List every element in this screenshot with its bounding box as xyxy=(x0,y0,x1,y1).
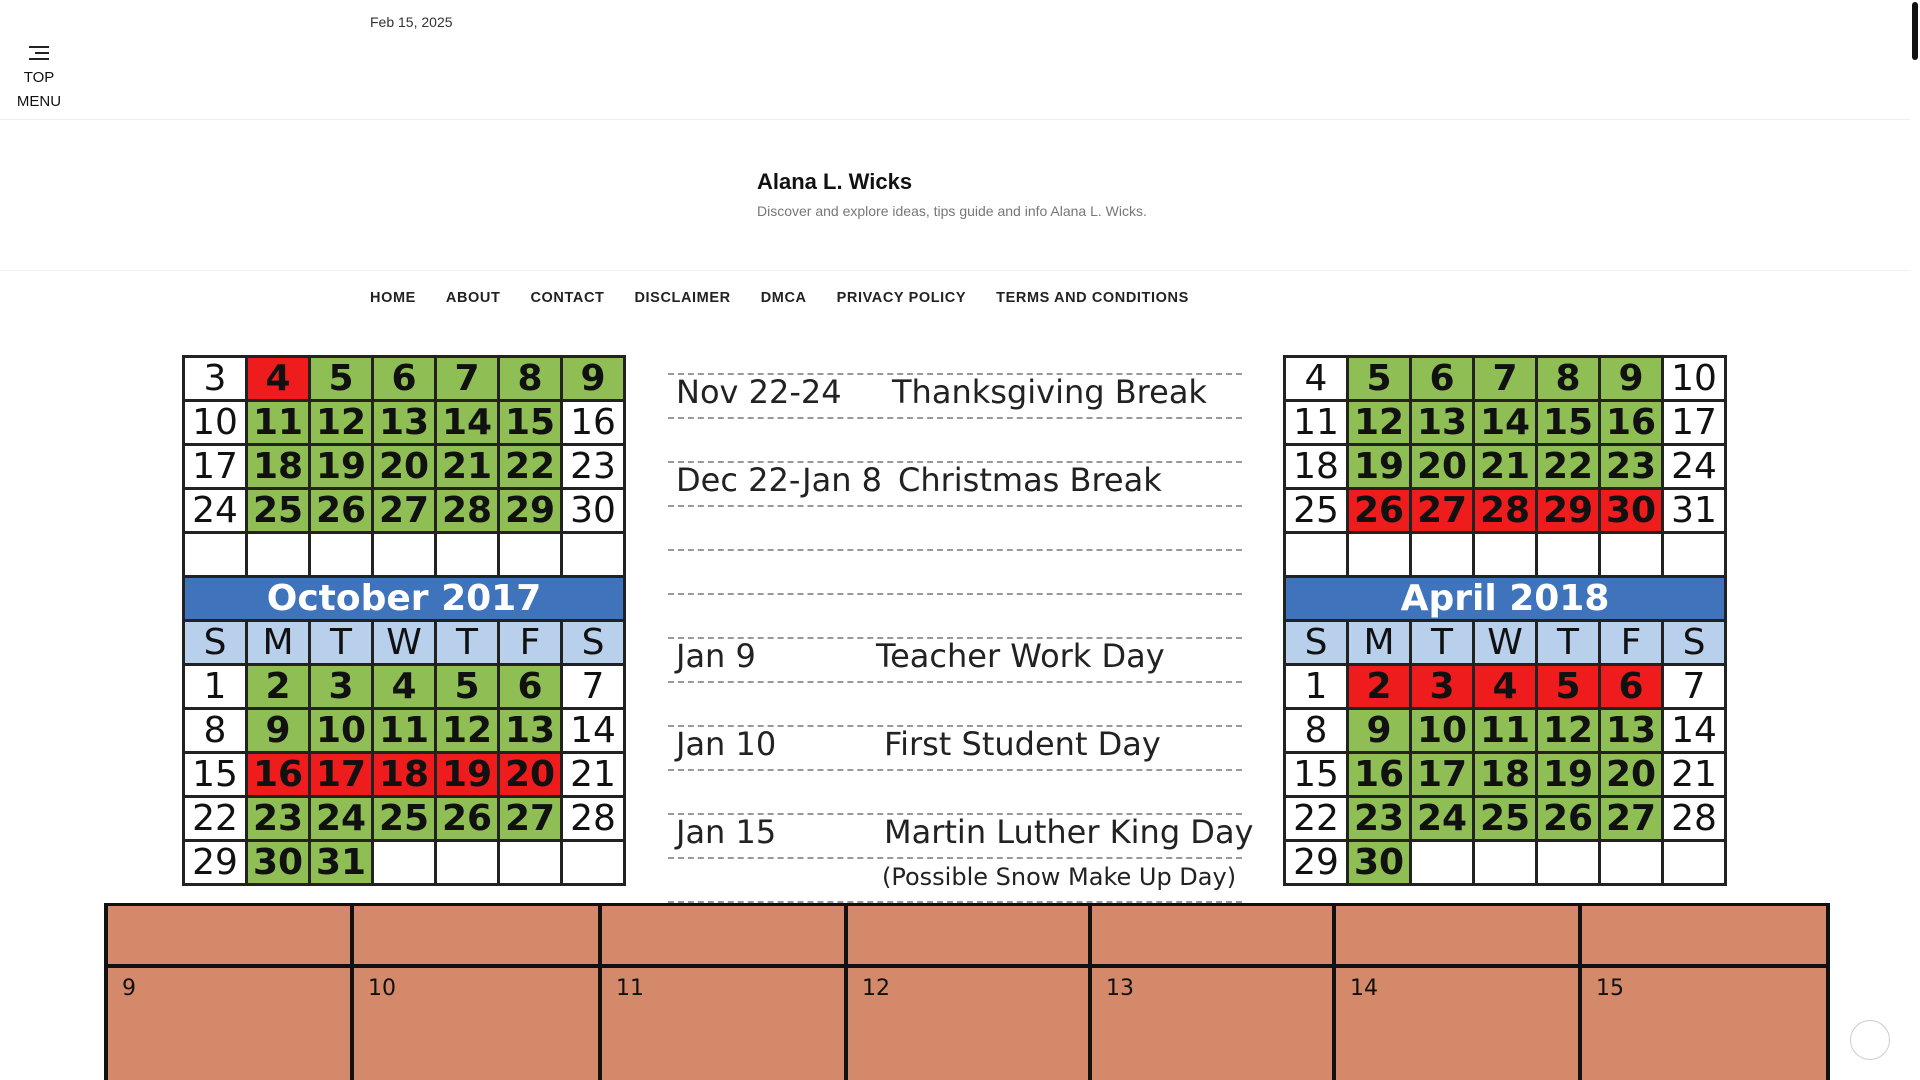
event-date: Jan 15 xyxy=(676,813,777,851)
calendar-day-cell: 26 xyxy=(1537,797,1600,841)
calendar-day-cell: 6 xyxy=(1411,357,1474,401)
calendar-day-cell xyxy=(1411,841,1474,885)
calendar-day-cell: 8 xyxy=(1285,709,1348,753)
top-menu-label-1: TOP xyxy=(23,69,55,86)
calendar-day-cell: 28 xyxy=(1663,797,1726,841)
calendar-day-cell xyxy=(436,841,499,885)
calendar-day-cell: 30 xyxy=(1600,489,1663,533)
calendar-day-cell: 19 xyxy=(310,445,373,489)
calendar-day-cell: 22 xyxy=(499,445,562,489)
calendar-day-cell: 17 xyxy=(1663,401,1726,445)
event-divider xyxy=(668,681,1242,683)
calendar-day-cell: 9 xyxy=(1600,357,1663,401)
calendar-day-cell: 22 xyxy=(1537,445,1600,489)
calendar-day-cell: 30 xyxy=(1348,841,1411,885)
calendar-day-cell: 31 xyxy=(310,841,373,885)
calendar-day-cell: 19 xyxy=(1348,445,1411,489)
calendar-day-cell: 8 xyxy=(499,357,562,401)
calendar-day-cell: 7 xyxy=(1474,357,1537,401)
calendar-day-cell: 30 xyxy=(562,489,625,533)
nav-dmca[interactable]: DMCA xyxy=(760,290,807,306)
calendar-day-cell: 17 xyxy=(184,445,247,489)
calendar-day-cell: 12 xyxy=(310,401,373,445)
calendar-day-cell: 25 xyxy=(373,797,436,841)
calendar-day-cell xyxy=(1474,841,1537,885)
event-divider xyxy=(668,505,1242,507)
calendar-day-cell: 14 xyxy=(562,709,625,753)
calendar-day-cell: 19 xyxy=(1537,753,1600,797)
nav-privacy-policy[interactable]: PRIVACY POLICY xyxy=(836,290,967,306)
nav-about[interactable]: ABOUT xyxy=(445,290,501,306)
calendar-day-cell xyxy=(1600,533,1663,577)
calendar-day-cell: 6 xyxy=(499,665,562,709)
calendar-day-cell: 4 xyxy=(1474,665,1537,709)
main-navigation xyxy=(370,290,1219,306)
calendar-day-cell: 26 xyxy=(436,797,499,841)
calendar-day-cell: 16 xyxy=(247,753,310,797)
calendar-day-cell: 11 xyxy=(1474,709,1537,753)
calendar-day-cell: 28 xyxy=(1474,489,1537,533)
calendar-day-cell: 8 xyxy=(184,709,247,753)
site-description: Discover and explore ideas, tips guide and info Alana L. Wicks. xyxy=(757,203,1147,219)
calendar-day-cell xyxy=(1411,533,1474,577)
strip-cell xyxy=(1578,906,1582,1080)
calendar-right xyxy=(1283,355,1727,886)
calendar-day-cell: 2 xyxy=(1348,665,1411,709)
calendar-day-cell: 22 xyxy=(184,797,247,841)
calendar-weekday-header: S xyxy=(1285,621,1348,665)
calendar-day-cell: 15 xyxy=(1285,753,1348,797)
calendar-day-cell: 10 xyxy=(184,401,247,445)
calendar-weekday-header: F xyxy=(499,621,562,665)
calendar-day-cell: 18 xyxy=(1474,753,1537,797)
calendar-day-cell: 3 xyxy=(310,665,373,709)
strip-cell xyxy=(844,906,848,1080)
calendar-day-cell: 10 xyxy=(310,709,373,753)
calendar-day-cell: 18 xyxy=(373,753,436,797)
calendar-day-cell xyxy=(1663,533,1726,577)
event-divider xyxy=(668,593,1242,595)
top-menu-button[interactable] xyxy=(12,46,66,114)
calendar-day-cell xyxy=(1285,533,1348,577)
calendar-day-cell: 17 xyxy=(1411,753,1474,797)
calendar-day-cell: 31 xyxy=(1663,489,1726,533)
event-name: Christmas Break xyxy=(898,461,1162,499)
strip-day-number: 10 xyxy=(368,976,396,1001)
calendar-day-cell: 14 xyxy=(436,401,499,445)
calendar-day-cell: 29 xyxy=(1537,489,1600,533)
calendar-day-cell: 14 xyxy=(1663,709,1726,753)
calendar-weekday-header: T xyxy=(436,621,499,665)
calendar-day-cell: 21 xyxy=(1474,445,1537,489)
hamburger-icon xyxy=(29,46,49,60)
calendar-day-cell xyxy=(562,533,625,577)
calendar-day-cell: 25 xyxy=(247,489,310,533)
calendar-day-cell xyxy=(1537,841,1600,885)
event-name: Martin Luther King Day xyxy=(884,813,1254,851)
calendar-day-cell: 20 xyxy=(499,753,562,797)
nav-contact[interactable]: CONTACT xyxy=(530,290,605,306)
calendar-day-cell: 9 xyxy=(562,357,625,401)
calendar-day-cell: 11 xyxy=(373,709,436,753)
calendar-day-cell xyxy=(1663,841,1726,885)
calendar-day-cell: 27 xyxy=(1411,489,1474,533)
calendar-month-title: October 2017 xyxy=(184,577,625,621)
calendar-day-cell: 9 xyxy=(1348,709,1411,753)
calendar-weekday-header: T xyxy=(1537,621,1600,665)
calendar-day-cell: 22 xyxy=(1285,797,1348,841)
calendar-day-cell xyxy=(247,533,310,577)
calendar-day-cell: 20 xyxy=(1411,445,1474,489)
calendar-day-cell: 6 xyxy=(373,357,436,401)
calendar-day-cell: 23 xyxy=(247,797,310,841)
calendar-day-cell: 13 xyxy=(1600,709,1663,753)
calendar-weekday-header: S xyxy=(1663,621,1726,665)
calendar-day-cell: 11 xyxy=(247,401,310,445)
calendar-weekday-header: W xyxy=(1474,621,1537,665)
lower-calendar-strip xyxy=(104,903,1830,1080)
calendar-day-cell: 24 xyxy=(310,797,373,841)
calendar-weekday-header: T xyxy=(1411,621,1474,665)
calendar-day-cell: 26 xyxy=(1348,489,1411,533)
calendar-day-cell: 10 xyxy=(1411,709,1474,753)
calendar-day-cell: 29 xyxy=(184,841,247,885)
calendar-day-cell: 12 xyxy=(436,709,499,753)
calendar-day-cell xyxy=(499,533,562,577)
calendar-day-cell: 7 xyxy=(1663,665,1726,709)
strip-cell xyxy=(104,906,108,1080)
calendar-day-cell xyxy=(184,533,247,577)
event-date: Jan 9 xyxy=(676,637,756,675)
strip-day-number: 15 xyxy=(1596,976,1624,1001)
event-divider xyxy=(668,857,1242,859)
calendar-day-cell: 8 xyxy=(1537,357,1600,401)
calendar-day-cell: 16 xyxy=(1600,401,1663,445)
calendar-day-cell: 12 xyxy=(1348,401,1411,445)
top-menu-label-2: MENU xyxy=(16,93,62,110)
event-note: (Possible Snow Make Up Day) xyxy=(882,863,1237,891)
calendar-day-cell: 15 xyxy=(184,753,247,797)
calendar-weekday-header: S xyxy=(184,621,247,665)
calendar-day-cell: 12 xyxy=(1537,709,1600,753)
strip-cell xyxy=(1088,906,1092,1080)
calendar-day-cell: 18 xyxy=(1285,445,1348,489)
calendar-day-cell: 21 xyxy=(562,753,625,797)
calendar-day-cell: 29 xyxy=(499,489,562,533)
calendar-day-cell: 27 xyxy=(499,797,562,841)
calendar-day-cell: 11 xyxy=(1285,401,1348,445)
calendar-day-cell xyxy=(1537,533,1600,577)
calendar-day-cell xyxy=(1474,533,1537,577)
calendar-weekday-header: M xyxy=(1348,621,1411,665)
calendar-day-cell xyxy=(1600,841,1663,885)
calendar-weekday-header: T xyxy=(310,621,373,665)
calendar-day-cell xyxy=(562,841,625,885)
event-divider xyxy=(668,417,1242,419)
calendar-month-title: April 2018 xyxy=(1285,577,1726,621)
calendar-day-cell: 26 xyxy=(310,489,373,533)
strip-day-number: 13 xyxy=(1106,976,1134,1001)
calendar-day-cell: 30 xyxy=(247,841,310,885)
nav-terms-and-conditions[interactable]: TERMS AND CONDITIONS xyxy=(996,290,1189,306)
calendar-day-cell: 16 xyxy=(1348,753,1411,797)
featured-image xyxy=(100,353,1830,1080)
calendar-day-cell: 4 xyxy=(373,665,436,709)
calendar-day-cell: 5 xyxy=(1537,665,1600,709)
calendar-day-cell: 5 xyxy=(1348,357,1411,401)
nav-home[interactable]: HOME xyxy=(370,290,416,306)
calendar-day-cell: 13 xyxy=(499,709,562,753)
strip-day-number: 9 xyxy=(122,976,136,1001)
calendar-day-cell: 7 xyxy=(436,357,499,401)
calendar-day-cell: 15 xyxy=(1537,401,1600,445)
strip-day-number: 11 xyxy=(616,976,644,1001)
event-date: Dec 22-Jan 8 xyxy=(676,461,882,499)
calendar-day-cell: 23 xyxy=(1600,445,1663,489)
calendar-day-cell: 18 xyxy=(247,445,310,489)
calendar-day-cell: 17 xyxy=(310,753,373,797)
calendar-day-cell: 9 xyxy=(247,709,310,753)
calendar-day-cell: 1 xyxy=(184,665,247,709)
event-name: First Student Day xyxy=(884,725,1161,763)
calendar-weekday-header: S xyxy=(562,621,625,665)
calendar-left xyxy=(182,355,626,886)
calendar-day-cell: 25 xyxy=(1285,489,1348,533)
calendar-day-cell: 4 xyxy=(247,357,310,401)
calendar-day-cell: 20 xyxy=(373,445,436,489)
event-divider xyxy=(668,549,1242,551)
top-bar xyxy=(0,0,1910,120)
calendar-day-cell: 2 xyxy=(247,665,310,709)
calendar-day-cell: 23 xyxy=(1348,797,1411,841)
calendar-day-cell xyxy=(499,841,562,885)
strip-divider xyxy=(104,964,1830,968)
calendar-day-cell: 21 xyxy=(436,445,499,489)
strip-cell xyxy=(598,906,602,1080)
scrollbar-thumb[interactable] xyxy=(1912,2,1918,60)
calendar-day-cell: 21 xyxy=(1663,753,1726,797)
calendar-day-cell: 4 xyxy=(1285,357,1348,401)
calendar-day-cell: 20 xyxy=(1600,753,1663,797)
strip-cell xyxy=(350,906,354,1080)
calendar-day-cell: 7 xyxy=(562,665,625,709)
calendar-day-cell xyxy=(436,533,499,577)
event-date: Jan 10 xyxy=(676,725,777,763)
calendar-day-cell: 19 xyxy=(436,753,499,797)
calendar-day-cell: 16 xyxy=(562,401,625,445)
calendar-day-cell: 23 xyxy=(562,445,625,489)
event-date: Nov 22-24 xyxy=(676,373,842,411)
strip-day-number: 12 xyxy=(862,976,890,1001)
event-name: Teacher Work Day xyxy=(876,637,1165,675)
calendar-weekday-header: W xyxy=(373,621,436,665)
calendar-day-cell: 15 xyxy=(499,401,562,445)
strip-cell xyxy=(1332,906,1336,1080)
calendar-day-cell: 6 xyxy=(1600,665,1663,709)
nav-disclaimer[interactable]: DISCLAIMER xyxy=(634,290,731,306)
calendar-day-cell xyxy=(1348,533,1411,577)
calendar-day-cell: 24 xyxy=(184,489,247,533)
calendar-day-cell: 14 xyxy=(1474,401,1537,445)
calendar-day-cell: 13 xyxy=(1411,401,1474,445)
calendar-day-cell: 5 xyxy=(436,665,499,709)
calendar-day-cell: 24 xyxy=(1411,797,1474,841)
calendar-day-cell: 24 xyxy=(1663,445,1726,489)
calendar-day-cell: 3 xyxy=(184,357,247,401)
scroll-to-top-button[interactable] xyxy=(1850,1020,1890,1060)
calendar-day-cell: 3 xyxy=(1411,665,1474,709)
calendar-day-cell: 27 xyxy=(1600,797,1663,841)
calendar-day-cell: 10 xyxy=(1663,357,1726,401)
calendar-day-cell: 1 xyxy=(1285,665,1348,709)
calendar-day-cell xyxy=(310,533,373,577)
calendar-day-cell: 28 xyxy=(436,489,499,533)
calendar-weekday-header: M xyxy=(247,621,310,665)
calendar-weekday-header: F xyxy=(1600,621,1663,665)
calendar-day-cell: 25 xyxy=(1474,797,1537,841)
calendar-day-cell: 27 xyxy=(373,489,436,533)
strip-cell xyxy=(1826,906,1830,1080)
calendar-day-cell xyxy=(373,841,436,885)
site-branding xyxy=(0,121,1910,271)
calendar-day-cell: 13 xyxy=(373,401,436,445)
calendar-day-cell xyxy=(373,533,436,577)
current-date: Feb 15, 2025 xyxy=(370,14,453,30)
calendar-day-cell: 29 xyxy=(1285,841,1348,885)
strip-day-number: 14 xyxy=(1350,976,1378,1001)
site-title[interactable]: Alana L. Wicks xyxy=(757,169,913,194)
event-divider xyxy=(668,769,1242,771)
calendar-day-cell: 28 xyxy=(562,797,625,841)
event-name: Thanksgiving Break xyxy=(892,373,1207,411)
calendar-day-cell: 5 xyxy=(310,357,373,401)
